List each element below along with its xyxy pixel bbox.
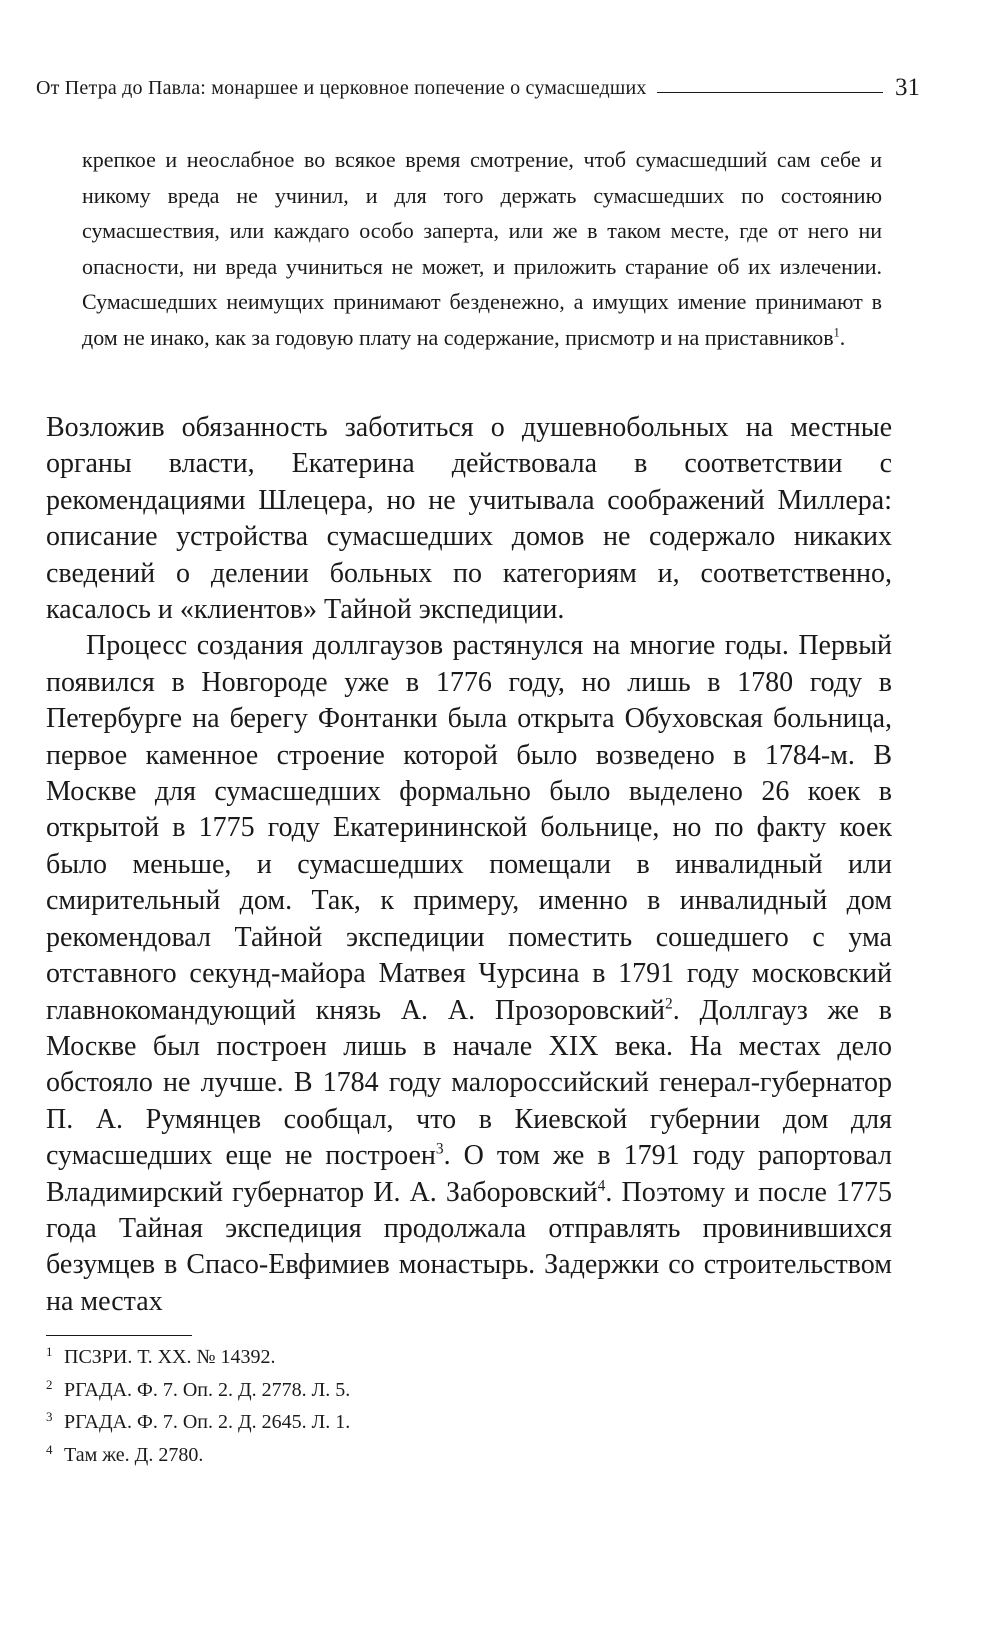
running-header <box>36 66 920 100</box>
footnote-text: ПСЗРИ. Т. XX. № 14392. <box>64 1346 276 1368</box>
paragraph-2 <box>46 628 892 1320</box>
footnote-number: 1 <box>46 1344 53 1359</box>
footnote-ref: 2 <box>665 995 673 1013</box>
footnote-number: 3 <box>46 1409 53 1424</box>
footnote-text: РГАДА. Ф. 7. Оп. 2. Д. 2645. Л. 1. <box>64 1411 351 1433</box>
paragraph-2-seg2: . Доллгауз же в Москве был построен лишь в начале XIX века. На местах дело обстояло не лучше. В 1784 году малороссийский генерал-губернатор П. А. Румянцев сообщал, что в Киевской губернии дом для сумасшедших еще не построен <box>46 994 892 1172</box>
footnote-ref: 4 <box>597 1177 606 1195</box>
footnote-ref: 1 <box>833 325 840 340</box>
running-header-title: От Петра до Павла: монаршее и церковное попечение о сумасшедших <box>36 77 647 99</box>
footnote-1 <box>46 1346 892 1379</box>
footnotes <box>46 1346 892 1476</box>
footnote-number: 2 <box>46 1376 53 1392</box>
footnote-separator <box>46 1335 192 1336</box>
block-quote-paragraph: крепкое и неослабное во всякое время смотрение, чтоб сумасшедший сам себе и никому вреда не учинил, и для того держать сумасшедших по состоянию сумасшествия, или каждаго особо заперта, или же в таком месте, где от него ни опасности, ни вреда учиниться не может, и приложить старание об их излечении. Сумасшедших неимущих принимают безденежно, а имущих имение принимают в дом не инако, как за годовую плату на содержание, присмотр и на приставников$^1$. <box>82 147 882 350</box>
paragraph-1: Возложив обязанность заботиться о душевнобольных на местные органы власти, Екатерина действовала в соответствии с рекомендациями Шлецера, но не учитывала соображений Миллера: описание устройства сумасшедших домов не содержало никаких сведений о делении больных по категориям и, соответственно, касалось и «клиентов» Тайной экспедиции. <box>46 412 892 626</box>
paragraph-2-seg4: . Поэтому и после 1775 года Тайная экспедиция продолжала отправлять провинившихся безумцев в Спасо-Евфимиев монастырь. Задержки со строительством на местах <box>46 1176 892 1317</box>
block-quote <box>82 142 882 355</box>
footnote-number: 4 <box>46 1441 53 1457</box>
paragraph-2-seg3: . О том же в 1791 году рапортовал Владимирский губернатор И. А. Заборовский <box>46 1140 892 1208</box>
main-text <box>46 410 892 1320</box>
footnote-text: Там же. Д. 2780. <box>64 1443 204 1466</box>
footnote-ref: 3 <box>435 1140 444 1158</box>
footnote-2 <box>46 1376 892 1412</box>
page-number: 31 <box>895 74 920 101</box>
footnote-3 <box>46 1411 892 1444</box>
header-rule <box>657 92 883 93</box>
footnote-text: РГАДА. Ф. 7. Оп. 2. Д. 2778. Л. 5. <box>64 1378 351 1401</box>
block-quote-text: крепкое и неослабное во всякое время смотрение, чтоб сумасшедший сам себе и никому вреда не учинил, и для того держать сумасшедших по состоянию сумасшествия, или каждаго особо заперта, или же в таком месте, где от него ни опасности, ни вреда учиниться не может, и приложить старание об их излечении. Сумасшедших неимущих принимают безденежно, а имущих имение принимают в дом не инако, как за годовую плату на содержание, присмотр и на приставников <box>82 147 882 350</box>
footnote-4 <box>46 1441 892 1477</box>
paragraph-2-seg1: Процесс создания доллгаузов растянулся на многие годы. Первый появился в Новгороде уже в 1776 году, но лишь в 1780 году в Петербурге на берегу Фонтанки была открыта Обуховская больница, первое каменное строение которой было возведено в 1784-м. В Москве для сумасшедших формально было выделено 26 коек в открытой в 1775 году Екатерининской больнице, но по факту коек было меньше, и сумасшедших помещали в инвалидный или смирительный дом. Так, к примеру, именно в инвалидный дом рекомендовал Тайной экспедиции поместить сошедшего с ума отставного секунд-майора Матвея Чурсина в 1791 году московский главнокомандующий князь А. А. Прозоровский <box>46 630 892 1026</box>
